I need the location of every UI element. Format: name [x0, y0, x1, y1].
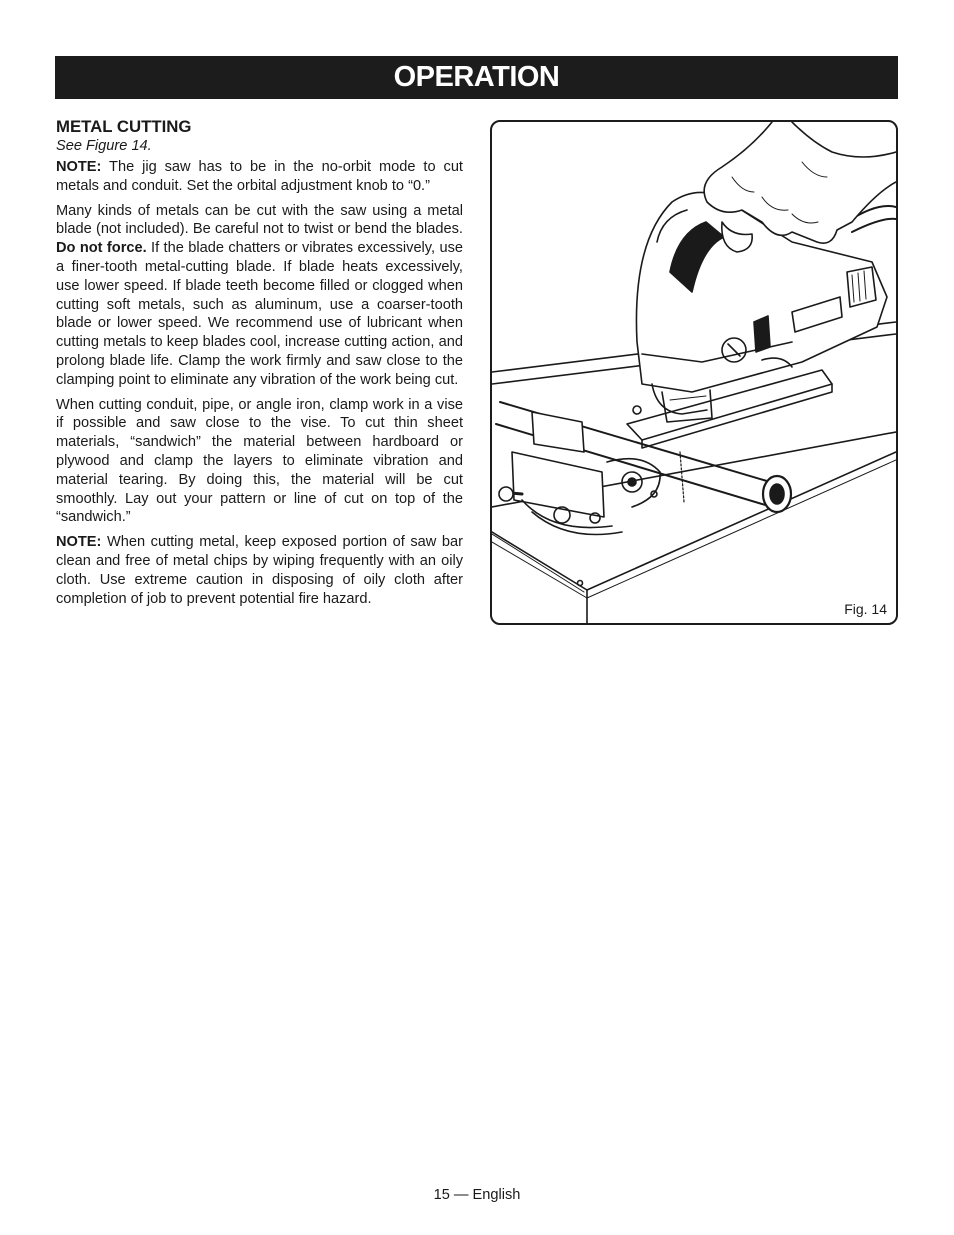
figure-14 — [490, 120, 898, 625]
text-column — [56, 117, 463, 614]
page-title: OPERATION — [393, 61, 560, 93]
note-text: The jig saw has to be in the no-orbit mode to cut metals and conduit. Set the orbital adjustment knob to “0.” — [56, 159, 463, 194]
body-paragraph-2: When cutting conduit, pipe, or angle iron, clamp work in a vise if possible and saw close to the vise. To cut thin sheet materials, “sandwich” the material between hardboard or plywood and clamp the layers to eliminate vibration and material tearing. By doing this, the material will be cut smoothly. Lay out your pattern or line of cut on top of the “sandwich.” — [56, 396, 463, 526]
note-paragraph-1 — [56, 158, 463, 196]
section-header-bar — [55, 56, 898, 99]
jig-saw-illustration — [492, 122, 896, 623]
section-title: METAL CUTTING — [56, 117, 192, 136]
note-label: NOTE: — [56, 159, 102, 175]
note-label: NOTE: — [56, 534, 102, 551]
body-text: If the blade chatters or vibrates excessively, use a finer-tooth metal-cutting blade. If blade heats excessively, use lower speed. If blade teeth become filled or clogged when cutting soft metals, such as aluminum, use a coarser-tooth blade or lower speed. We recommend use of lubricant when cutting metals to keep blades cool, increase cutting action, and prolong blade life. Clamp the work firmly and saw close to the clamping point to eliminate any vibration of the work being cut. — [56, 240, 463, 388]
page-footer: 15 — English — [433, 1187, 521, 1203]
figure-caption: Fig. 14 — [844, 601, 887, 617]
note-paragraph-2 — [56, 533, 463, 608]
body-paragraph-1 — [56, 202, 463, 390]
body-text: Many kinds of metals can be cut with the saw using a metal blade (not included). Be careful not to twist or bend the blades. — [56, 202, 463, 238]
figure-reference: See Figure 14. — [56, 138, 152, 154]
note-text: When cutting metal, keep exposed portion of saw bar clean and free of metal chips by wiping frequently with an oily cloth. Use extreme caution in disposing of oily cloth after completion of job to prevent potential fire hazard. — [56, 534, 463, 607]
warning-text: Do not force. — [56, 240, 147, 257]
